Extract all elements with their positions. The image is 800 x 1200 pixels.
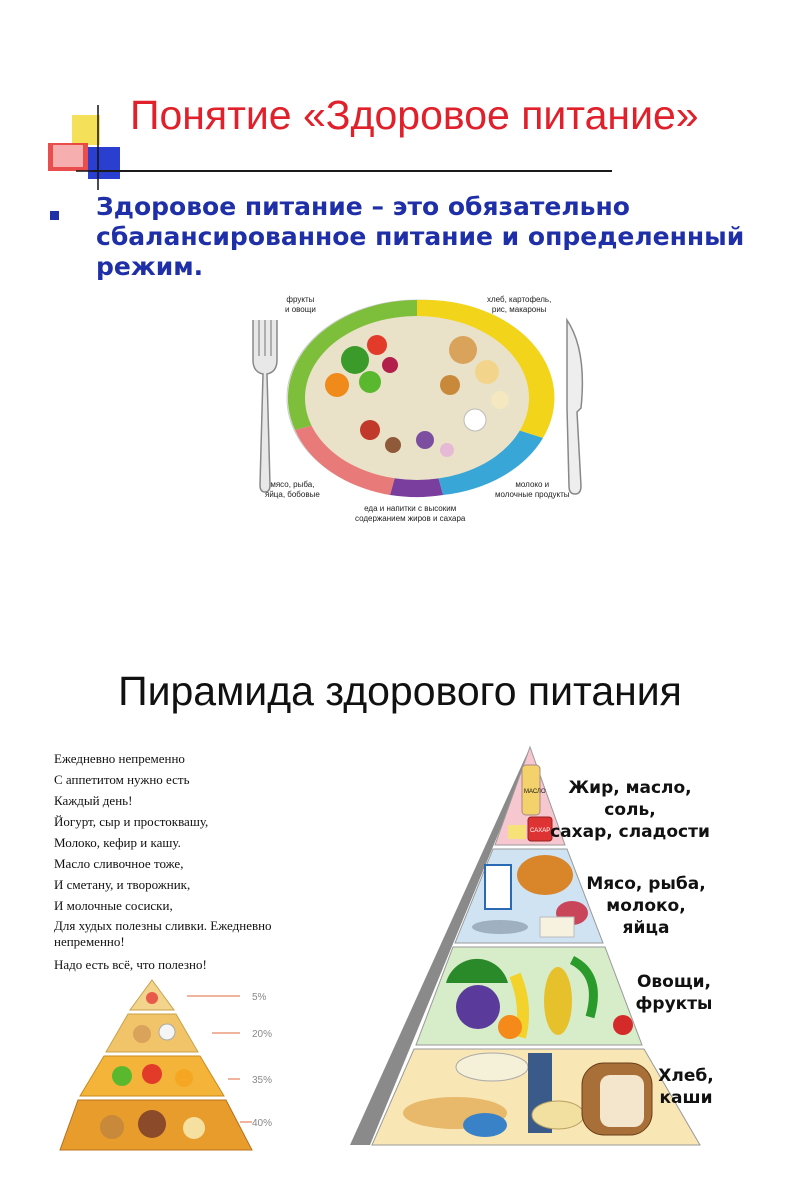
oil-bottle-label: МАСЛО bbox=[524, 789, 546, 795]
tier-label-fats: Жир, масло, соль, сахар, сладости bbox=[550, 778, 710, 842]
percent-label: 40% bbox=[252, 1118, 273, 1129]
small-pyramid-graphic bbox=[52, 972, 292, 1162]
percent-label: 20% bbox=[252, 1029, 273, 1040]
poem-line: Каждый день! bbox=[54, 793, 133, 808]
poem-line: Ежедневно непременно bbox=[54, 751, 185, 766]
poem-line: И сметану, и творожник, bbox=[54, 877, 191, 892]
knife-icon bbox=[567, 320, 582, 494]
poem-line: Надо есть всё, что полезно! bbox=[54, 957, 207, 972]
sugar-jar-label: САХАР bbox=[530, 828, 551, 834]
percent-label: 35% bbox=[252, 1075, 273, 1086]
plate-label-fats: еда и напитки с высоким содержанием жиров и сахара bbox=[355, 504, 466, 523]
plate-label-meat: мясо, рыба, яйца, бобовые bbox=[265, 480, 320, 499]
bullet-text: Здоровое питание – это обязательно сбалансированное питание и определенный режим. bbox=[96, 192, 745, 281]
poem-line: С аппетитом нужно есть bbox=[54, 772, 190, 787]
tier-label-vegetables: Овощи, фрукты bbox=[635, 972, 713, 1014]
tier-label-protein: Мясо, рыба, молоко, яйца bbox=[586, 874, 706, 938]
percent-label: 5% bbox=[252, 992, 267, 1003]
poem bbox=[54, 748, 304, 975]
poem-line: Масло сливочное тоже, bbox=[54, 856, 184, 871]
plate bbox=[287, 300, 554, 497]
bullet-marker bbox=[50, 211, 59, 220]
poem-line: Молоко, кефир и кашу. bbox=[54, 835, 181, 850]
healthy-plate-illustration bbox=[225, 290, 605, 530]
big-food-pyramid bbox=[350, 745, 714, 1155]
poem-line: Для худых полезны сливки. Ежедневно непременно! bbox=[54, 918, 272, 949]
slide-title: Понятие «Здоровое питание» bbox=[130, 92, 699, 138]
fork-icon bbox=[253, 320, 277, 492]
pyramid-title: Пирамида здорового питания bbox=[118, 668, 682, 714]
title-decoration bbox=[48, 105, 138, 190]
poem-line: И молочные сосиски, bbox=[54, 898, 173, 913]
tier-label-grains: Хлеб, каши bbox=[658, 1066, 714, 1108]
plate-label-bread: хлеб, картофель, рис, макароны bbox=[487, 295, 552, 314]
plate-label-fruits: фрукты и овощи bbox=[285, 295, 316, 314]
title-rule bbox=[92, 170, 612, 172]
small-food-pyramid bbox=[52, 972, 292, 1162]
plate-label-dairy: молоко и молочные продукты bbox=[495, 480, 570, 499]
poem-line: Йогурт, сыр и простоквашу, bbox=[54, 814, 209, 829]
